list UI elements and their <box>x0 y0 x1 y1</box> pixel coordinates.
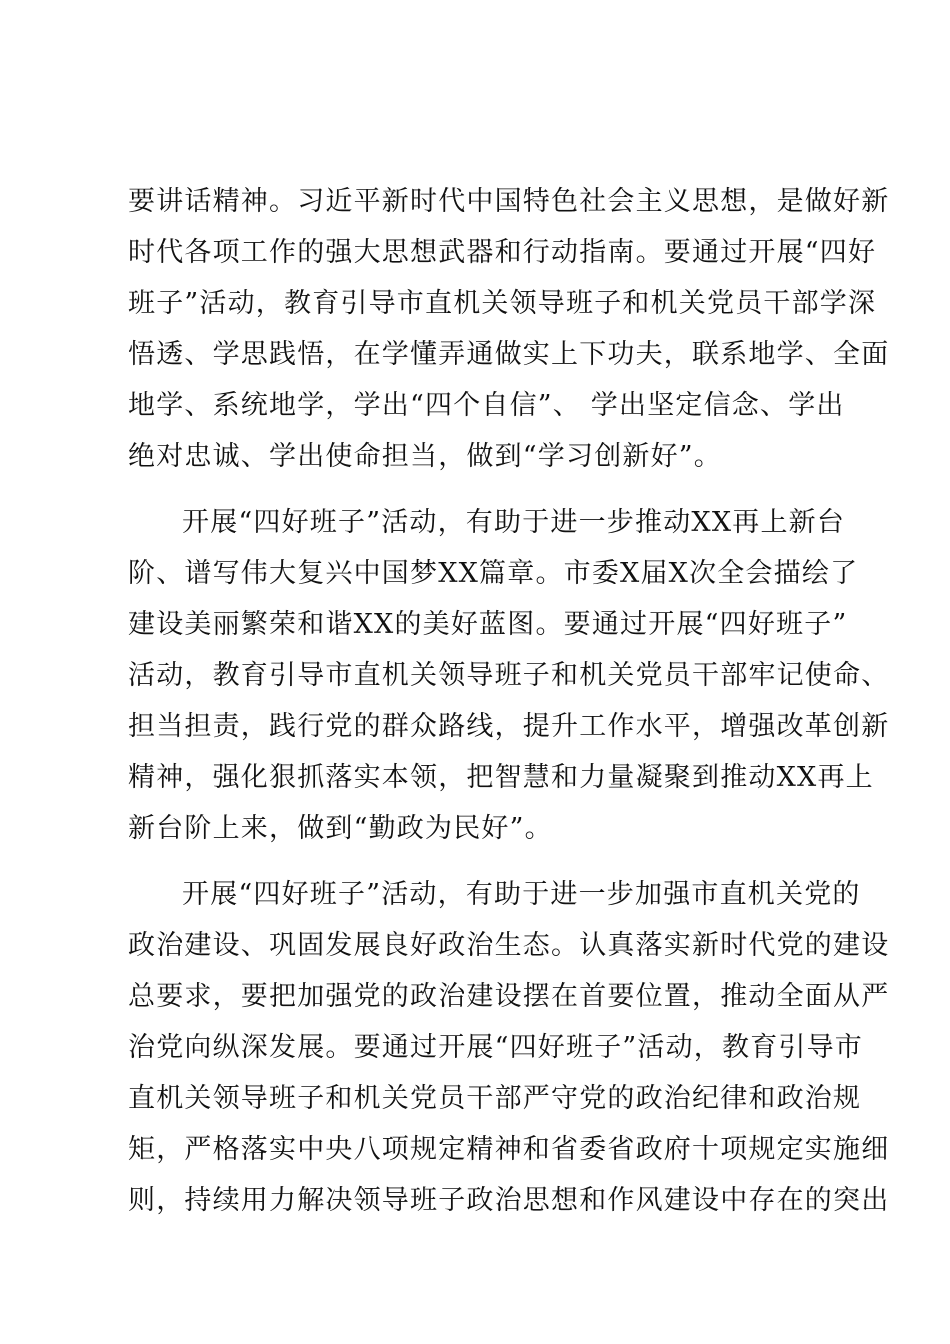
text-line: 要讲话精神。习近平新时代中国特色社会主义思想，是做好新 <box>128 186 890 217</box>
text-line: 悟透、学思践悟，在学懂弄通做实上下功夫，联系地学、全面 <box>128 339 890 370</box>
text-line: 建设美丽繁荣和谐XX的美好蓝图。要通过开展“四好班子” <box>128 609 848 640</box>
paragraph-spacer <box>128 482 818 497</box>
text-line: 新台阶上来，做到“勤政为民好”。 <box>128 813 553 844</box>
document-body <box>128 176 890 1226</box>
text-line: 班子”活动，教育引导市直机关领导班子和机关党员干部学深 <box>128 288 877 319</box>
paragraph-1 <box>128 176 890 482</box>
text-line: 绝对忠诚、学出使命担当，做到“学习创新好”。 <box>128 441 723 472</box>
text-line: 直机关领导班子和机关党员干部严守党的政治纪律和政治规 <box>128 1083 862 1114</box>
paragraph-2 <box>128 497 890 854</box>
text-line: 活动，教育引导市直机关领导班子和机关党员干部牢记使命、 <box>128 660 890 691</box>
paragraph-spacer <box>128 854 818 869</box>
text-line: 开展“四好班子”活动，有助于进一步加强市直机关党的 <box>182 879 861 910</box>
text-line: 总要求，要把加强党的政治建设摆在首要位置，推动全面从严 <box>128 981 890 1012</box>
text-line: 则，持续用力解决领导班子政治思想和作风建设中存在的突出 <box>128 1185 890 1216</box>
text-line: 担当担责，践行党的群众路线，提升工作水平，增强改革创新 <box>128 711 890 742</box>
text-line: 开展“四好班子”活动，有助于进一步推动XX再上新台 <box>182 507 846 538</box>
text-line: 地学、系统地学，学出“四个自信”、 学出坚定信念、学出 <box>128 390 845 421</box>
text-line: 治党向纵深发展。要通过开展“四好班子”活动，教育引导市 <box>128 1032 864 1063</box>
text-line: 阶、谱写伟大复兴中国梦XX篇章。市委X届X次全会描绘了 <box>128 558 859 589</box>
text-line: 时代各项工作的强大思想武器和行动指南。要通过开展“四好 <box>128 237 877 268</box>
text-line: 政治建设、巩固发展良好政治生态。认真落实新时代党的建设 <box>128 930 890 961</box>
text-line: 矩，严格落实中央八项规定精神和省委省政府十项规定实施细 <box>128 1134 890 1165</box>
text-line: 精神，强化狠抓落实本领，把智慧和力量凝聚到推动XX再上 <box>128 762 874 793</box>
paragraph-3 <box>128 869 890 1226</box>
